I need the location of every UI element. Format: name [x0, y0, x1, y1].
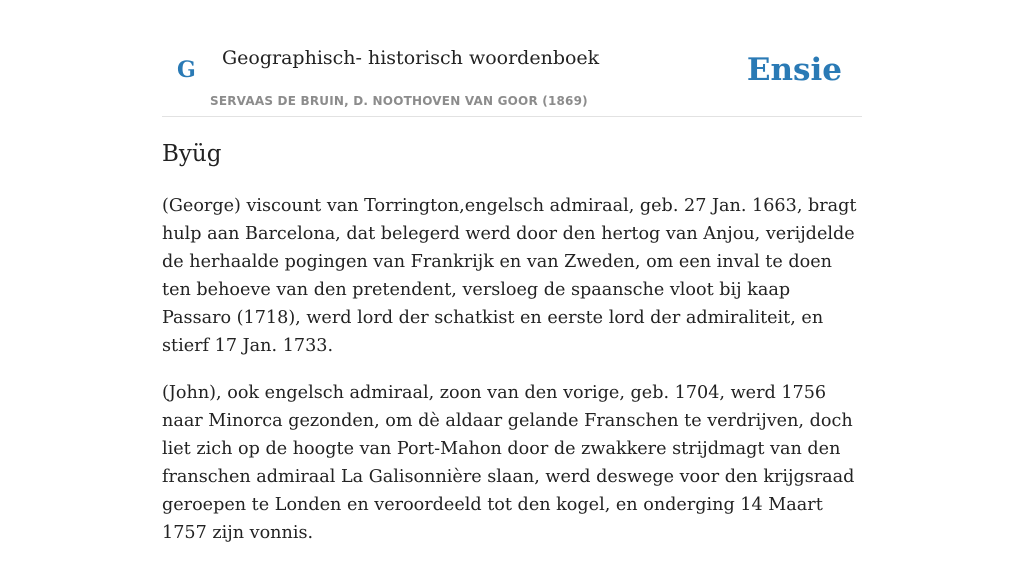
entry-title: Byüg [162, 141, 222, 167]
book-author: SERVAAS DE BRUIN, D. NOOTHOVEN VAN GOOR (1869) [210, 94, 588, 108]
ensie-logo[interactable]: Ensie [746, 52, 842, 88]
book-title-link[interactable]: Geographisch- historisch woordenboek [222, 47, 600, 69]
book-letter-icon[interactable]: G [177, 57, 196, 83]
entry-page [162, 0, 862, 543]
entry-paragraph: (George) viscount van Torrington,engelsch admiraal, geb. 27 Jan. 1663, bragt hulp aan Barcelona, dat belegerd werd door den hertog van Anjou, verijdelde de herhaalde pogingen van Frankrijk en van Zweden, om een inval te doen ten behoeve van den pretendent, versloeg de spaansche vloot bij kaap Passaro (1718), werd lord der schatkist en eerste lord der admiraliteit, en stierf 17 Jan. 1733. [162, 196, 857, 356]
entry-paragraph: (John), ook engelsch admiraal, zoon van den vorige, geb. 1704, werd 1756 naar Minorca gezonden, om dè aldaar gelande Franschen te verdrijven, doch liet zich op de hoogte van Port-Mahon door de zwakkere strijdmagt van den franschen admiraal La Galisonnière slaan, werd deswege voor den krijgsraad geroepen te Londen en veroordeeld tot den kogel, en onderging 14 Maart 1757 zijn vonnis. [162, 383, 855, 543]
entry-body [162, 192, 862, 566]
book-header [162, 0, 862, 117]
